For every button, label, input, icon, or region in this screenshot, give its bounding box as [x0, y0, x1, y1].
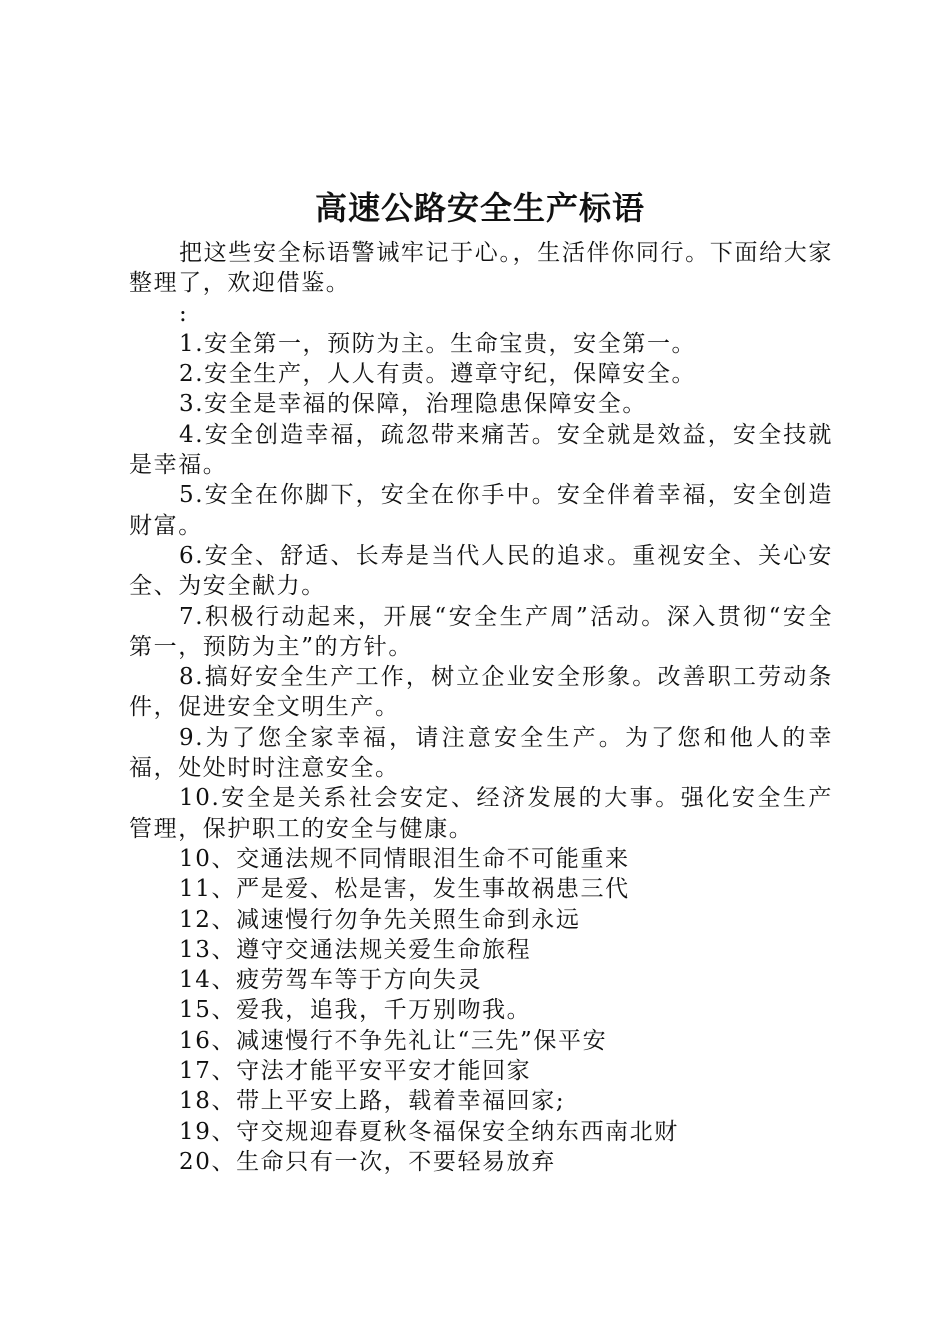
colon-line: :	[179, 300, 189, 327]
list-item: 1.安全第一，预防为主。生命宝贵，安全第一。	[179, 330, 697, 357]
document-body	[129, 238, 833, 1177]
intro-paragraph: 把这些安全标语警诫牢记于心。，生活伴你同行。下面给大家整理了，欢迎借鉴。	[129, 240, 833, 297]
list-item: 16、减速慢行不争先礼让“三先”保平安	[179, 1027, 608, 1054]
list-item: 9.为了您全家幸福，请注意安全生产。为了您和他人的幸福，处处时时注意安全。	[129, 724, 833, 782]
document-title: 高速公路安全生产标语	[314, 189, 645, 227]
list-item: 20、生命只有一次，不要轻易放弃	[179, 1148, 556, 1175]
list-item: 7.积极行动起来，开展“安全生产周”活动。深入贯彻“安全第一，预防为主”的方针。	[129, 603, 833, 660]
list-item: 15、爱我，追我，千万别吻我。	[179, 997, 532, 1024]
list-item: 10.安全是关系社会安定、经济发展的大事。强化安全生产管理，保护职工的安全与健康。	[129, 785, 833, 842]
list-item: 4.安全创造幸福，疏忽带来痛苦。安全就是效益，安全技就是幸福。	[129, 421, 833, 479]
list-item: 19、守交规迎春夏秋冬福保安全纳东西南北财	[179, 1118, 679, 1145]
list-item: 13、遵守交通法规关爱生命旅程	[179, 936, 532, 963]
list-item: 5.安全在你脚下，安全在你手中。安全伴着幸福，安全创造财富。	[129, 482, 833, 539]
list-item: 18、带上平安上路，载着幸福回家;	[179, 1088, 566, 1115]
list-item: 10、交通法规不同情眼泪生命不可能重来	[179, 845, 630, 872]
list-item: 2.安全生产，人人有责。遵章守纪，保障安全。	[179, 361, 697, 388]
list-item: 17、守法才能平安平安才能回家	[179, 1058, 532, 1085]
list-item: 3.安全是幸福的保障，治理隐患保障安全。	[179, 391, 647, 418]
list-item: 11、严是爱、松是害，发生事故祸患三代	[179, 876, 630, 903]
list-item: 8.搞好安全生产工作，树立企业安全形象。改善职工劳动条件，促进安全文明生产。	[129, 664, 833, 721]
list-item: 14、疲劳驾车等于方向失灵	[179, 967, 483, 994]
list-item: 6.安全、舒适、长寿是当代人民的追求。重视安全、关心安全、为安全献力。	[129, 542, 833, 600]
list-item: 12、减速慢行勿争先关照生命到永远	[179, 906, 581, 933]
